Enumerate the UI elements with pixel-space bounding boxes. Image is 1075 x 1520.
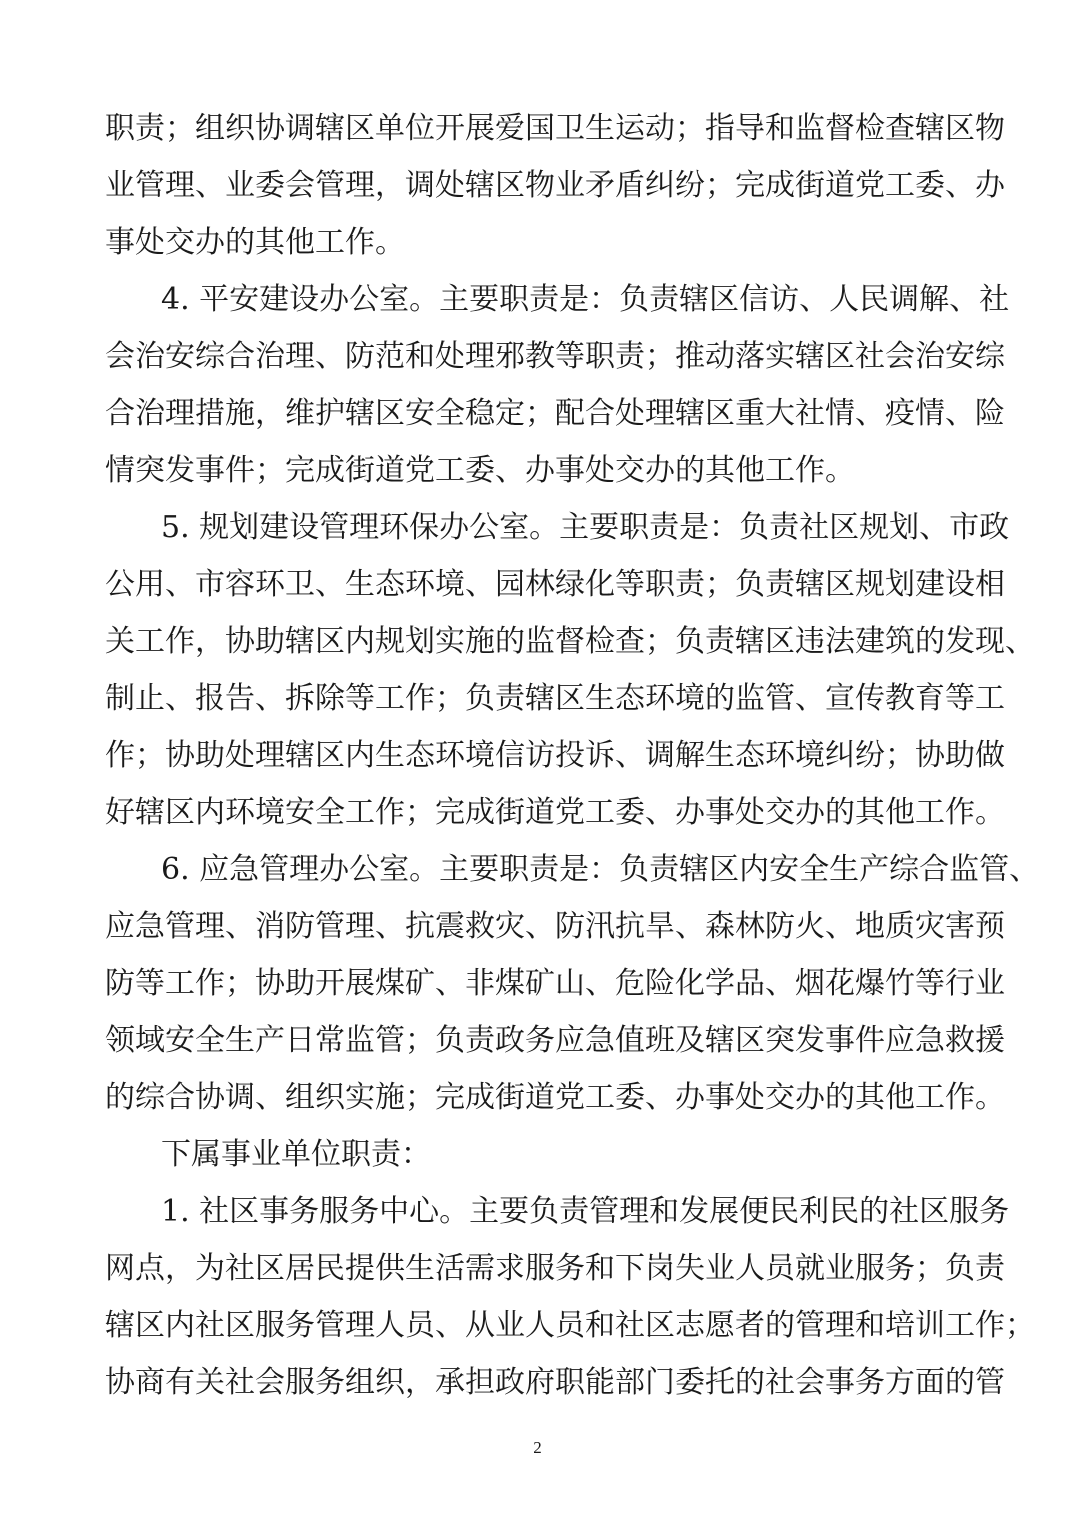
text-line: 网点，为社区居民提供生活需求服务和下岗失业人员就业服务；负责 <box>105 1251 1005 1286</box>
text-line: 1. 社区事务服务中心。主要负责管理和发展便民利民的社区服务 <box>161 1194 1010 1229</box>
text-line: 下属事业单位职责： <box>161 1137 431 1172</box>
text-line: 会治安综合治理、防范和处理邪教等职责；推动落实辖区社会治安综 <box>105 339 1005 374</box>
text-line: 好辖区内环境安全工作；完成街道党工委、办事处交办的其他工作。 <box>105 795 1005 830</box>
text-line: 业管理、业委会管理，调处辖区物业矛盾纠纷；完成街道党工委、办 <box>105 168 1005 203</box>
text-line: 辖区内社区服务管理人员、从业人员和社区志愿者的管理和培训工作； <box>105 1308 1035 1343</box>
text-line: 5. 规划建设管理环保办公室。主要职责是：负责社区规划、市政 <box>161 510 1010 545</box>
text-line: 公用、市容环卫、生态环境、园林绿化等职责；负责辖区规划建设相 <box>105 567 1005 602</box>
text-line: 关工作，协助辖区内规划实施的监督检查；负责辖区违法建筑的发现、 <box>105 624 1035 659</box>
text-line: 职责；组织协调辖区单位开展爱国卫生运动；指导和监督检查辖区物 <box>105 111 1005 146</box>
text-line: 应急管理、消防管理、抗震救灾、防汛抗旱、森林防火、地质灾害预 <box>105 909 1005 944</box>
text-line: 4. 平安建设办公室。主要职责是：负责辖区信访、人民调解、社 <box>161 282 1010 317</box>
text-line: 6. 应急管理办公室。主要职责是：负责辖区内安全生产综合监管、 <box>161 852 1040 887</box>
document-body <box>105 100 1040 1411</box>
text-line: 协商有关社会服务组织，承担政府职能部门委托的社会事务方面的管 <box>105 1365 1005 1400</box>
text-line: 的综合协调、组织实施；完成街道党工委、办事处交办的其他工作。 <box>105 1080 1005 1115</box>
page-number: 2 <box>533 1438 542 1457</box>
text-line: 防等工作；协助开展煤矿、非煤矿山、危险化学品、烟花爆竹等行业 <box>105 966 1005 1001</box>
text-line: 合治理措施，维护辖区安全稳定；配合处理辖区重大社情、疫情、险 <box>105 396 1005 431</box>
text-line: 领域安全生产日常监管；负责政务应急值班及辖区突发事件应急救援 <box>105 1023 1005 1058</box>
text-line: 制止、报告、拆除等工作；负责辖区生态环境的监管、宣传教育等工 <box>105 681 1005 716</box>
text-line: 事处交办的其他工作。 <box>105 225 405 260</box>
text-line: 作；协助处理辖区内生态环境信访投诉、调解生态环境纠纷；协助做 <box>105 738 1005 773</box>
text-line: 情突发事件；完成街道党工委、办事处交办的其他工作。 <box>105 453 855 488</box>
